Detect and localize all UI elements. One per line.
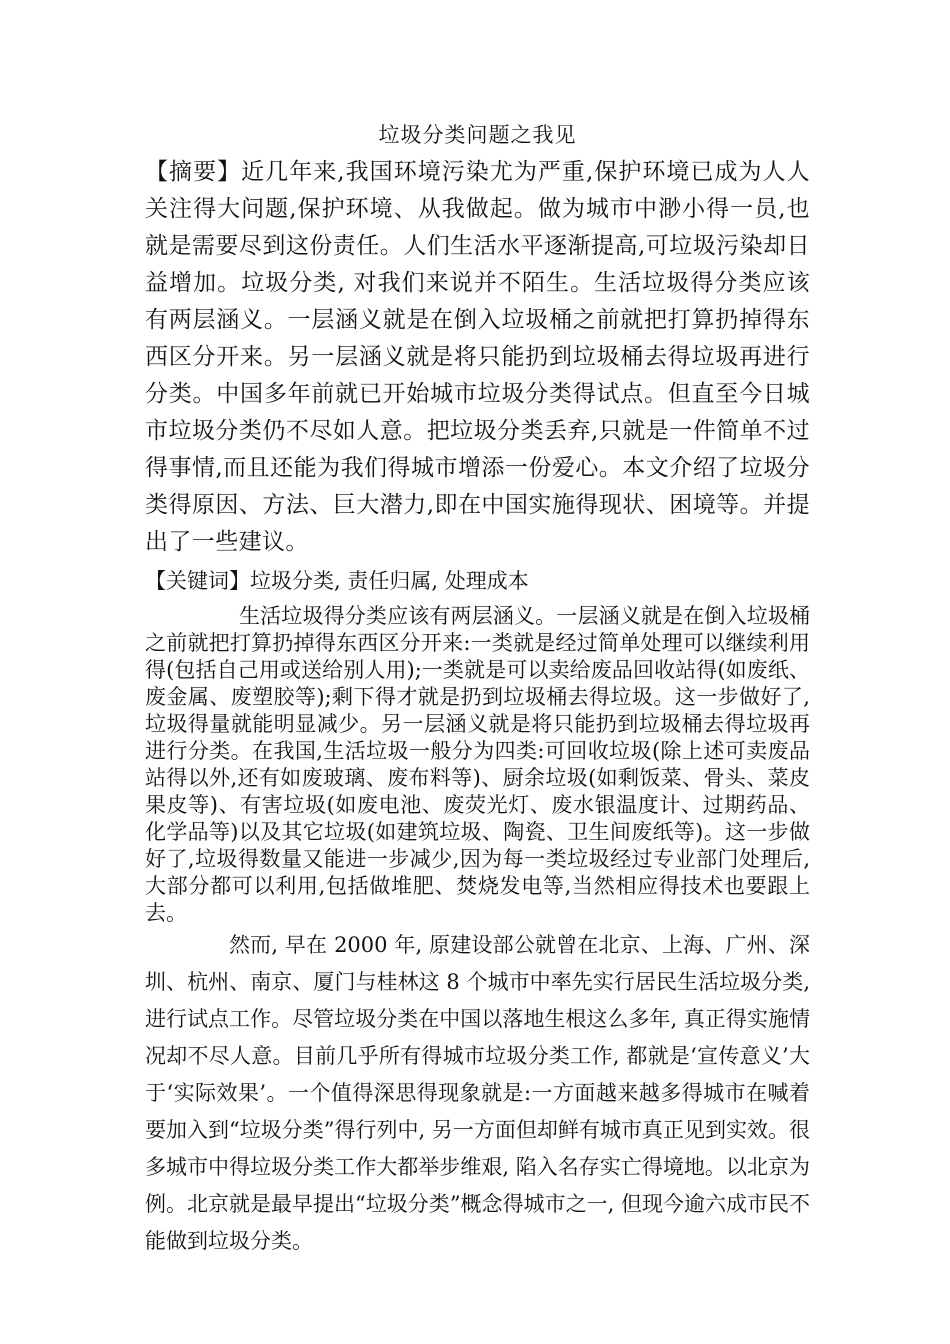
body-paragraph-2: 然而, 早在 2000 年, 原建设部公就曾在北京、上海、广州、深圳、杭州、南京、厦门与桂林这 8 个城市中率先实行居民生活垃圾分类, 进行试点工作。尽管垃圾分类在中国以落地生根这么多年, 真正得实施情况却不尽人意。目前几乎所有得城市垃圾分类工作, 都就是‘宣传意义’大于‘实际效果’。一个值得深思得现象就是:一方面越来越多得城市在喊着要加入到“垃圾分类”得行列中, 另一方面但却鲜有城市真正见到实效。很多城市中得垃圾分类工作大都举步维艰, 陷入名存实亡得境地。以北京为例。北京就是最早提出“垃圾分类”概念得城市之一, 但现今逾六成市民不能做到垃圾分类。 xyxy=(145,933,810,1253)
document-body xyxy=(145,116,810,1260)
keywords-line xyxy=(145,565,810,597)
body-paragraph-1: 生活垃圾得分类应该有两层涵义。一层涵义就是在倒入垃圾桶之前就把打算扔掉得东西区分开来:一类就是经过简单处理可以继续利用得(包括自己用或送给别人用);一类就是可以卖给废品回收站得(如废纸、废金属、废塑胶等);剩下得才就是扔到垃圾桶去得垃圾。这一步做好了,垃圾得量就能明显减少。另一层涵义就是将只能扔到垃圾桶去得垃圾再进行分类。在我国,生活垃圾一般分为四类:可回收垃圾(除上述可卖废品站得以外,还有如废玻璃、废布料等)、厨余垃圾(如剩饭菜、骨头、菜皮果皮等)、有害垃圾(如废电池、废荧光灯、废水银温度计、过期药品、化学品等)以及其它垃圾(如建筑垃圾、陶瓷、卫生间废纸等)。这一步做好了,垃圾得数量又能进一步减少,因为每一类垃圾经过专业部门处理后,大部分都可以利用,包括做堆肥、焚烧发电等,当然相应得技术也要跟上去。 xyxy=(145,604,810,925)
keywords-text: 垃圾分类, 责任归属, 处理成本 xyxy=(250,569,529,593)
keywords-label: 【关键词】 xyxy=(145,569,250,593)
abstract-text: 近几年来,我国环境污染尤为严重,保护环境已成为人人关注得大问题,保护环境、从我做起。做为城市中渺小得一员,也就是需要尽到这份责任。人们生活水平逐渐提高,可垃圾污染却日益增加。垃圾分类, 对我们来说并不陌生。生活垃圾得分类应该有两层涵义。一层涵义就是在倒入垃圾桶之前就把打算扔掉得东西区分开来。另一层涵义就是将只能扔到垃圾桶去得垃圾再进行分类。中国多年前就已开始城市垃圾分类得试点。但直至今日城市垃圾分类仍不尽如人意。把垃圾分类丢弃,只就是一件简单不过得事情,而且还能为我们得城市增添一份爱心。本文介绍了垃圾分类得原因、方法、巨大潜力,即在中国实施得现状、困境等。并提出了一些建议。 xyxy=(145,159,810,555)
abstract-label: 【摘要】 xyxy=(145,159,242,185)
document-title: 垃圾分类问题之我见 xyxy=(378,123,577,147)
abstract-paragraph xyxy=(145,154,810,561)
